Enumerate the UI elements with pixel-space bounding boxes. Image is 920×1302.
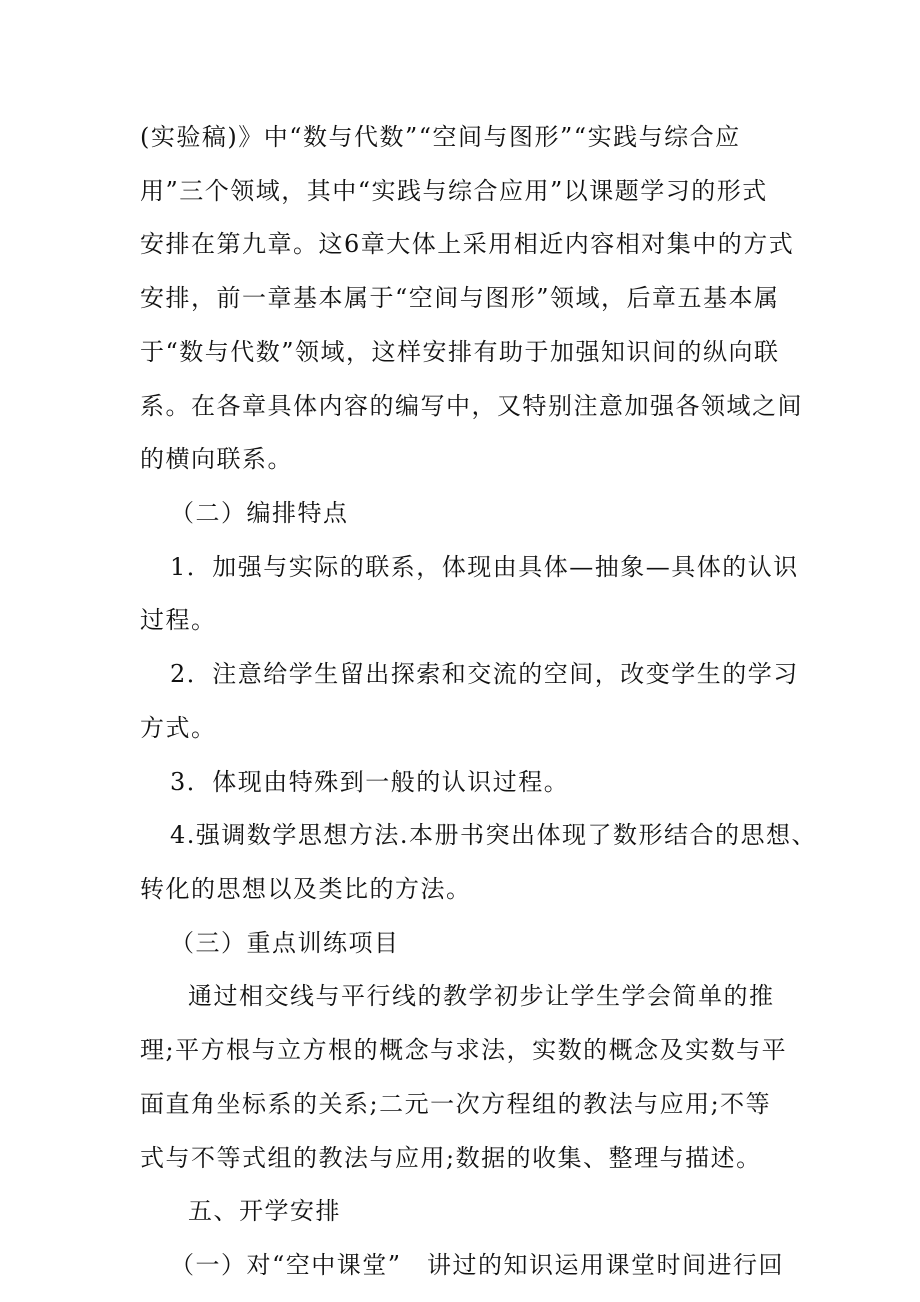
- list-item-3: 3．体现由特殊到一般的认识过程。: [170, 768, 570, 796]
- section-heading-training: （三）重点训练项目: [170, 929, 400, 957]
- list-item-2: 2．注意给学生留出探索和交流的空间，改变学生的学习: [170, 660, 799, 688]
- training-paragraph-line: 面直角坐标系的关系;二元一次方程组的教法与应用;不等: [140, 1090, 772, 1118]
- body-text-line: 于“数与代数”领域，这样安排有助于加强知识间的纵向联: [140, 338, 780, 366]
- list-item-4: 4.强调数学思想方法.本册书突出体现了数形结合的思想、: [170, 821, 818, 849]
- list-item-1-continued: 过程。: [140, 606, 217, 634]
- section-heading-arrangement: （二）编排特点: [170, 499, 349, 527]
- body-text-line: 的横向联系。: [140, 445, 293, 473]
- training-paragraph-line: 式与不等式组的教法与应用;数据的收集、整理与描述。: [140, 1144, 762, 1172]
- training-paragraph-line: 通过相交线与平行线的教学初步让学生学会简单的推: [188, 982, 775, 1010]
- list-item-4-continued: 转化的思想以及类比的方法。: [140, 875, 472, 903]
- body-text-line: 安排，前一章基本属于“空间与图形”领域，后章五基本属: [140, 284, 780, 312]
- body-text-line: (实验稿)》中“数与代数”“空间与图形”“实践与综合应: [140, 123, 741, 151]
- list-item-2-continued: 方式。: [140, 714, 217, 742]
- training-paragraph-line: 理;平方根与立方根的概念与求法，实数的概念及实数与平: [140, 1036, 788, 1064]
- body-text-line: 安排在第九章。这6章大体上采用相近内容相对集中的方式: [140, 230, 795, 258]
- school-start-item-1: （一）对“空中课堂” 讲过的知识运用课堂时间进行回: [170, 1251, 785, 1279]
- body-text-line: 用”三个领域，其中“实践与综合应用”以课题学习的形式: [140, 177, 768, 205]
- section-heading-school-start: 五、开学安排: [188, 1197, 341, 1225]
- list-item-1: 1．加强与实际的联系，体现由具体—抽象—具体的认识: [170, 553, 799, 581]
- body-text-line: 系。在各章具体内容的编写中，又特别注意加强各领域之间: [140, 392, 803, 420]
